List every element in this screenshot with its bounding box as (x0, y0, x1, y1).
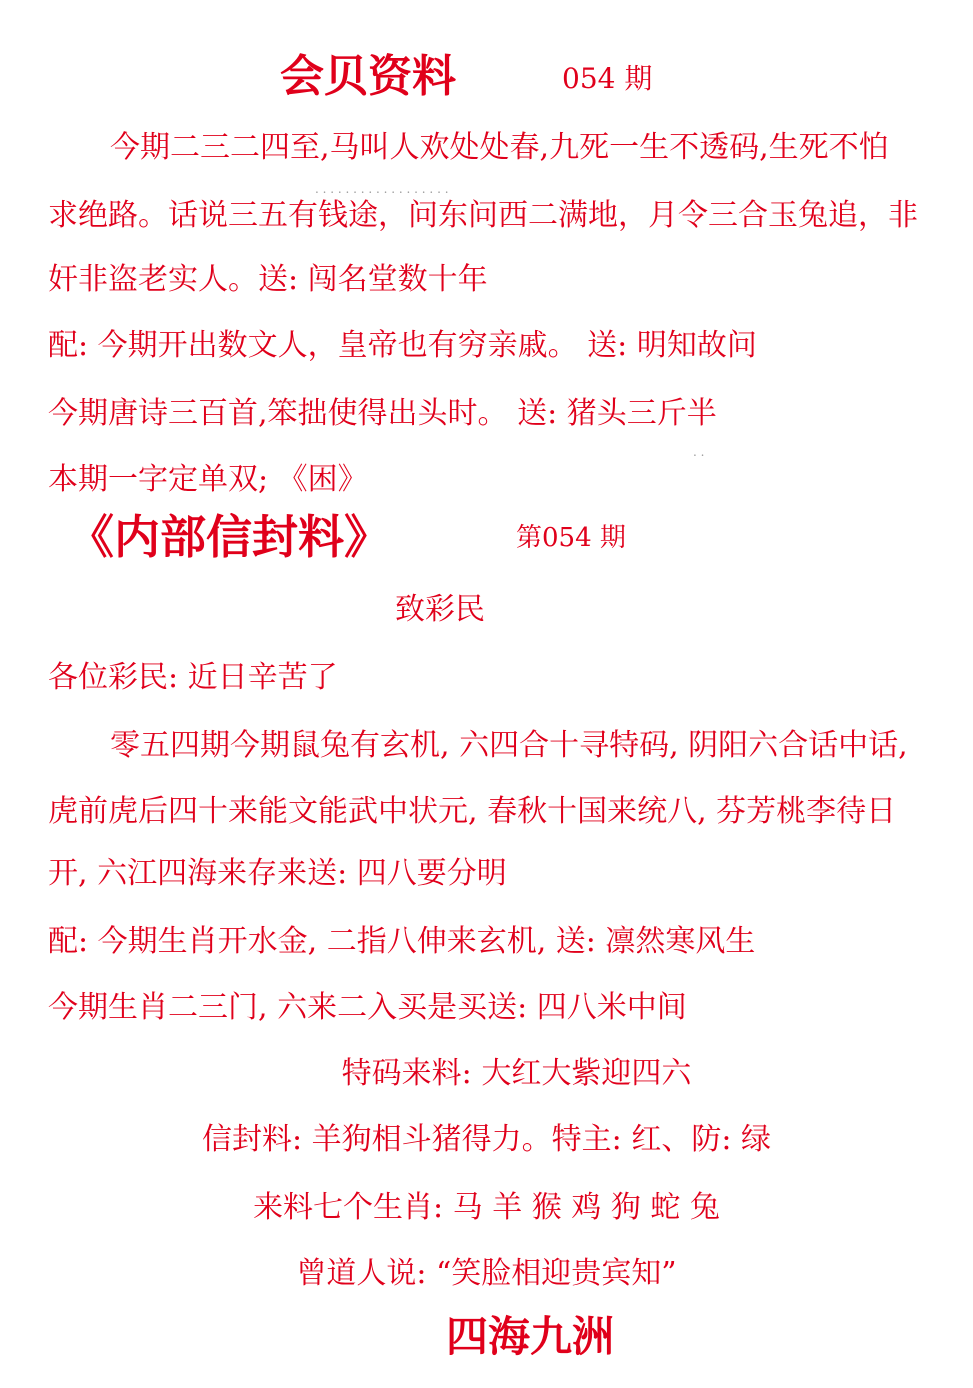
section1-line: 今期唐诗三百首,笨拙使得出头时。 送: 猪头三斤半 (48, 396, 717, 431)
section1-line: 今期二三二四至,马叫人欢处处春,九死一生不透码,生死不怕 (110, 130, 889, 165)
letter-line: 开, 六江四海来存来送: 四八要分明 (48, 856, 507, 891)
envelope-title: 《内部信封料》 (68, 510, 390, 564)
letter-line: 配: 今期生肖开水金, 二指八伸来玄机, 送: 凛然寒风生 (48, 924, 756, 959)
seven-zodiac: 来料七个生肖: 马 羊 猴 鸡 狗 蛇 兔 (253, 1190, 720, 1225)
envelope-line: 信封料: 羊狗相斗猪得力。特主: 红、防: 绿 (202, 1122, 771, 1157)
letter-greeting: 各位彩民: 近日辛苦了 (48, 660, 338, 695)
letter-heading: 致彩民 (395, 592, 485, 627)
section1-line: 求绝路。话说三五有钱途，问东问西二满地，月令三合玉兔追，非 (48, 198, 918, 233)
scan-dots: . . . . . . . . . . . . . . . . . . (315, 182, 449, 196)
letter-line: 零五四期今期鼠兔有玄机, 六四合十寻特码, 阴阳六合话中话, (110, 728, 908, 763)
header-issue: 054 期 (562, 62, 653, 95)
section1-line: 配: 今期开出数文人，皇帝也有穷亲戚。 送: 明知故问 (48, 328, 757, 363)
header-title: 会贝资料 (280, 51, 456, 102)
section1-line: 奸非盗老实人。送: 闯名堂数十年 (48, 262, 488, 297)
envelope-issue: 第054 期 (516, 523, 626, 553)
special-code: 特码来料: 大红大紫迎四六 (341, 1056, 692, 1091)
quote-line: 曾道人说: “笑脸相迎贵宾知” (296, 1256, 677, 1291)
letter-line: 虎前虎后四十来能文能武中状元, 春秋十国来统八, 芬芳桃李待日 (48, 794, 897, 829)
section1-line: 本期一字定单双; 《困》 (48, 462, 368, 497)
letter-line: 今期生肖二三门, 六来二入买是买送: 四八米中间 (48, 990, 687, 1025)
scan-dots: . . (693, 445, 705, 459)
footer-title: 四海九洲 (446, 1312, 615, 1361)
